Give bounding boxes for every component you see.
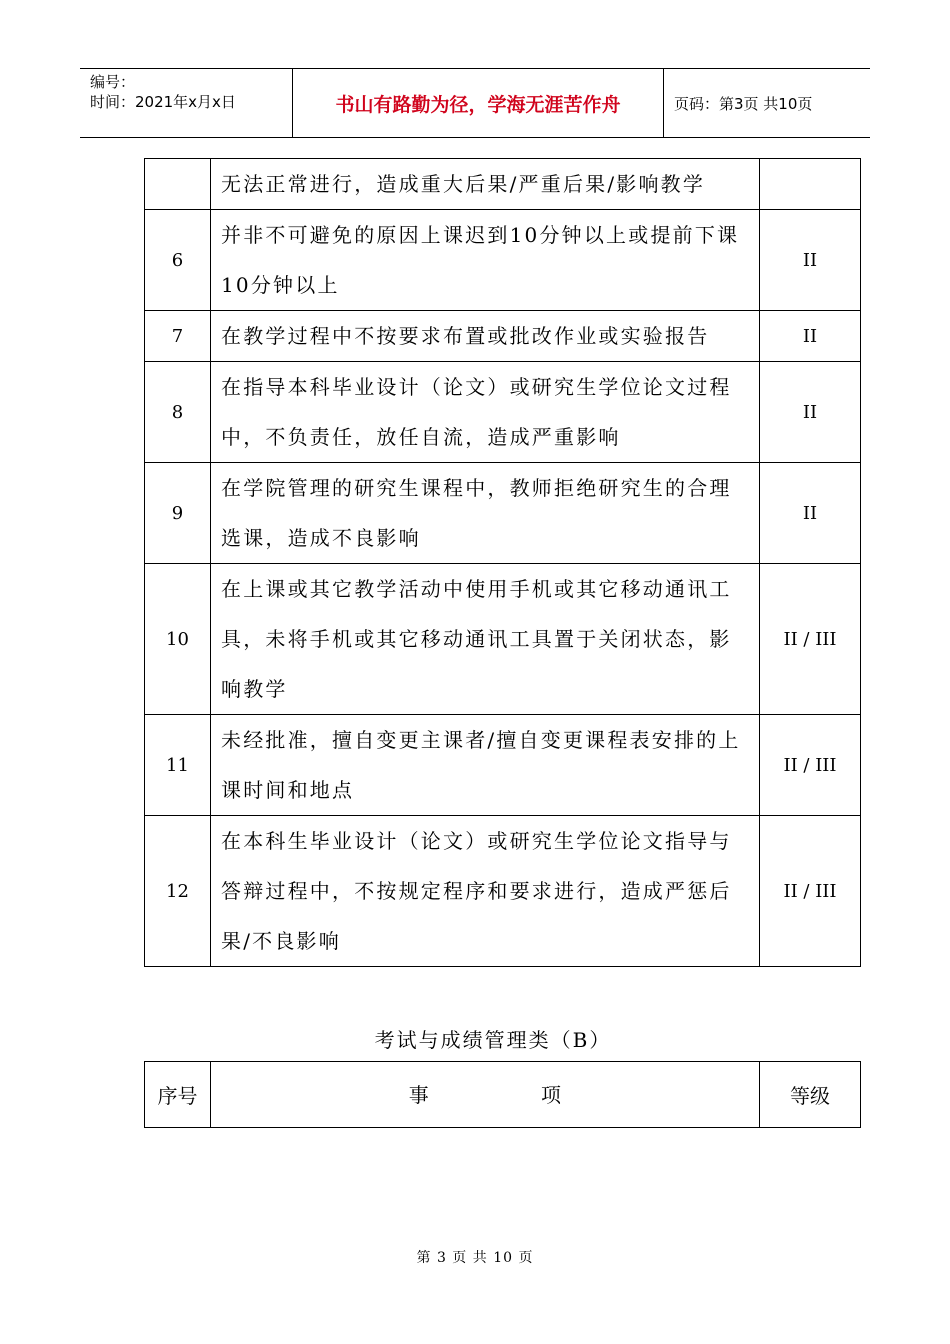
table-row	[145, 210, 861, 311]
header-level: 等级	[760, 1062, 861, 1128]
page-footer: 第 3 页 共 10 页	[416, 1250, 534, 1266]
page-header	[80, 68, 870, 138]
row-number: 6	[145, 210, 211, 311]
row-text: 在本科生毕业设计（论文）或研究生学位论文指导与答辩过程中，不按规定程序和要求进行，造成严惩后果/不良影响	[211, 816, 760, 967]
header-meta	[80, 69, 292, 137]
table-header-row	[145, 1062, 861, 1128]
date-label: 时间：2021年x月x日	[90, 93, 236, 111]
row-level: II	[760, 311, 861, 362]
table-row	[145, 463, 861, 564]
row-level: II	[760, 463, 861, 564]
header-num: 序号	[145, 1062, 211, 1128]
row-number: 7	[145, 311, 211, 362]
row-level: II / III	[760, 715, 861, 816]
row-level: II	[760, 362, 861, 463]
rules-table	[144, 158, 861, 967]
table-row	[145, 311, 861, 362]
row-number: 11	[145, 715, 211, 816]
row-text: 在学院管理的研究生课程中，教师拒绝研究生的合理选课，造成不良影响	[211, 463, 760, 564]
section-title: 考试与成绩管理类（B）	[374, 1028, 612, 1052]
row-level	[760, 159, 861, 210]
row-text: 在指导本科毕业设计（论文）或研究生学位论文过程中，不负责任，放任自流，造成严重影响	[211, 362, 760, 463]
header-motto: 书山有路勤为径，学海无涯苦作舟	[292, 69, 664, 137]
row-level: II / III	[760, 816, 861, 967]
row-number	[145, 159, 211, 210]
header-item	[211, 1062, 760, 1128]
row-level: II / III	[760, 564, 861, 715]
row-text: 在上课或其它教学活动中使用手机或其它移动通讯工具，未将手机或其它移动通讯工具置于关闭状态，影响教学	[211, 564, 760, 715]
header-item-a: 事	[408, 1082, 431, 1107]
row-number: 9	[145, 463, 211, 564]
code-label: 编号：	[90, 73, 136, 91]
header-item-b: 项	[541, 1082, 564, 1107]
table-row	[145, 362, 861, 463]
row-number: 10	[145, 564, 211, 715]
row-text: 在教学过程中不按要求布置或批改作业或实验报告	[211, 311, 760, 362]
table-row	[145, 715, 861, 816]
exam-table	[144, 1061, 861, 1128]
row-text: 无法正常进行，造成重大后果/严重后果/影响教学	[211, 159, 760, 210]
row-text: 并非不可避免的原因上课迟到10分钟以上或提前下课10分钟以上	[211, 210, 760, 311]
row-text: 未经批准，擅自变更主课者/擅自变更课程表安排的上课时间和地点	[211, 715, 760, 816]
table-row	[145, 564, 861, 715]
header-page-label: 页码：第3页 共10页	[674, 94, 813, 113]
table-row	[145, 159, 861, 210]
row-number: 8	[145, 362, 211, 463]
row-number: 12	[145, 816, 211, 967]
table-row	[145, 816, 861, 967]
row-level: II	[760, 210, 861, 311]
